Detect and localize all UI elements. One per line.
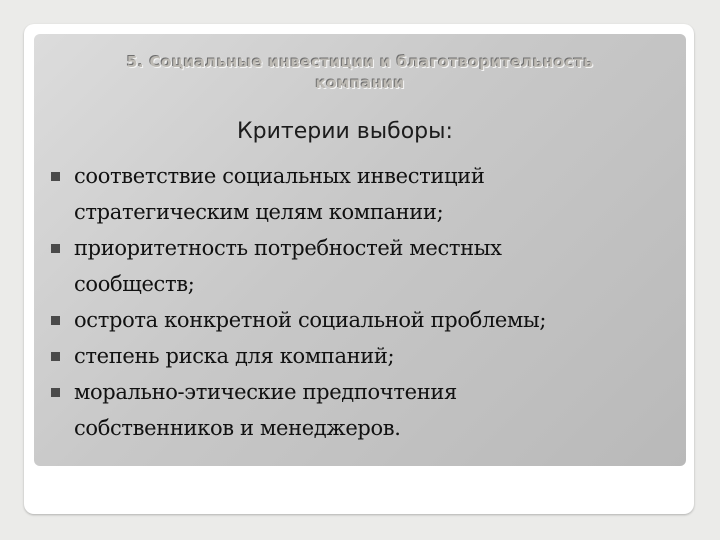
square-bullet-icon (51, 316, 60, 325)
list-item-line-1: приоритетность потребностей местных (74, 236, 502, 260)
list-item (50, 338, 670, 374)
list-item-line-1: острота конкретной социальной проблемы; (74, 308, 547, 332)
list-item-line-2: сообществ; (74, 272, 195, 296)
slide-title-line-2: компании (315, 74, 405, 92)
criteria-list (50, 158, 670, 446)
list-item (50, 374, 670, 446)
square-bullet-icon (51, 352, 60, 361)
list-item-line-1: степень риска для компаний; (74, 344, 395, 368)
slide-subtitle: Критерии выборы: (237, 119, 453, 144)
square-bullet-icon (51, 172, 60, 181)
list-item-line-1: соответствие социальных инвестиций (74, 164, 485, 188)
list-item-line-2: собственников и менеджеров. (74, 416, 401, 440)
list-item (50, 158, 670, 230)
list-item-line-1: морально-этические предпочтения (74, 380, 457, 404)
list-item (50, 302, 670, 338)
list-item-line-2: стратегическим целям компании; (74, 200, 444, 224)
square-bullet-icon (51, 388, 60, 397)
slide-title (50, 52, 670, 94)
square-bullet-icon (51, 244, 60, 253)
list-item (50, 230, 670, 302)
slide-title-line-1: 5. Социальные инвестиции и благотворительность (126, 53, 594, 71)
